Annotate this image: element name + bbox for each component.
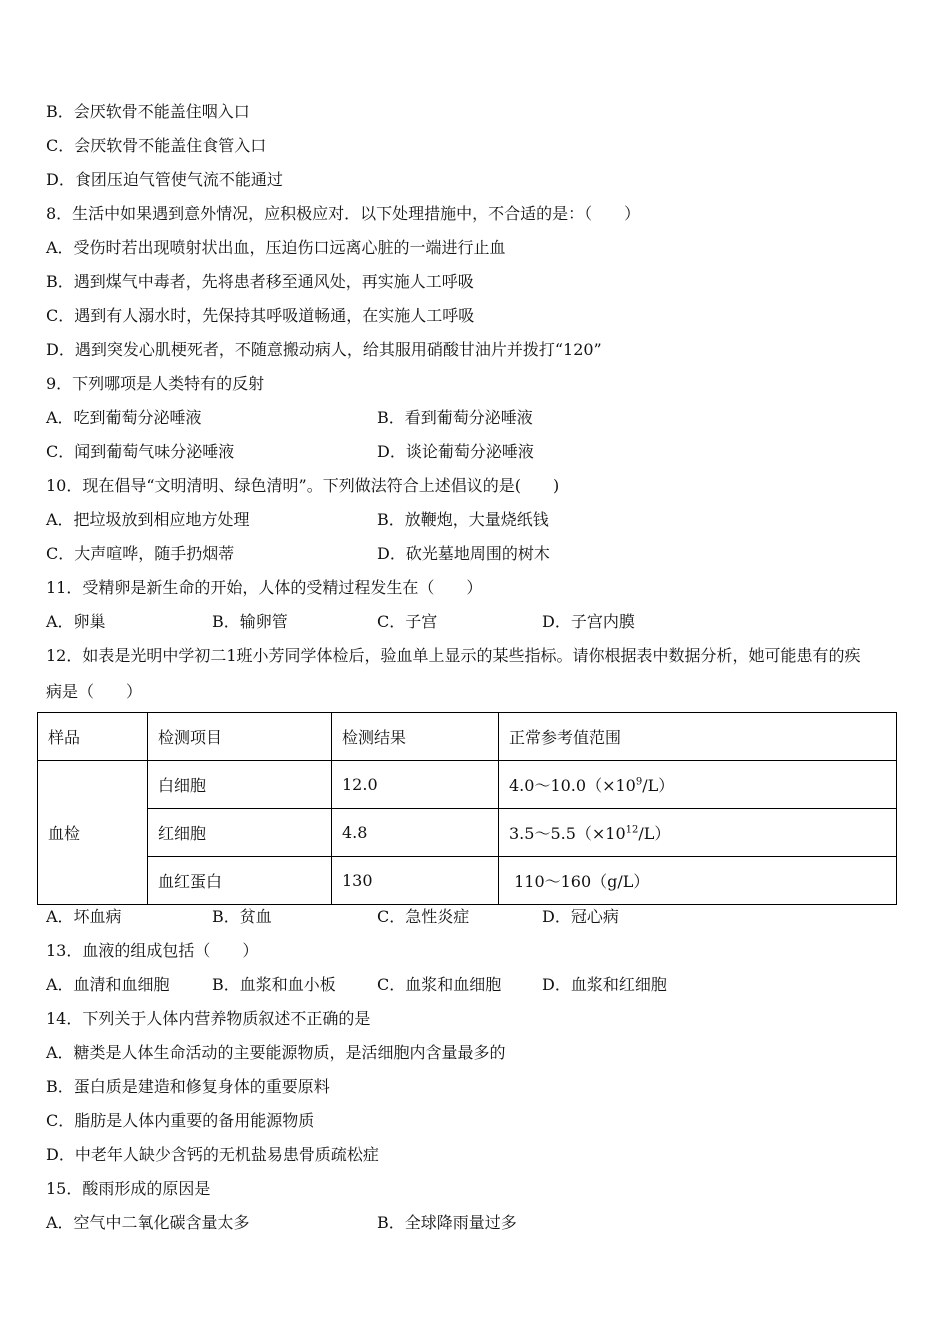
q13-stem: 13．血液的组成包括（ ） (46, 941, 259, 960)
q14-option-d: D．中老年人缺少含钙的无机盐易患骨质疏松症 (46, 1145, 379, 1164)
result-cell: 4.8 (332, 809, 499, 857)
item-cell: 白细胞 (148, 761, 332, 809)
q13-option-a: A．血清和血细胞 (46, 975, 170, 994)
q14-stem: 14．下列关于人体内营养物质叙述不正确的是 (46, 1009, 371, 1028)
q14-option-a: A．糖类是人体生命活动的主要能源物质，是活细胞内含量最多的 (46, 1043, 506, 1062)
q7-option-b: B．会厌软骨不能盖住咽入口 (46, 102, 250, 121)
q11-option-b: B．输卵管 (212, 612, 288, 631)
q11-stem: 11．受精卵是新生命的开始，人体的受精过程发生在（ ） (46, 578, 483, 597)
q8-option-d: D．遇到突发心肌梗死者，不随意搬动病人，给其服用硝酸甘油片并拨打“120” (46, 340, 602, 359)
item-cell: 红细胞 (148, 809, 332, 857)
q11-option-a: A．卵巢 (46, 612, 106, 631)
q9-option-b: B．看到葡萄分泌唾液 (377, 408, 533, 427)
result-cell: 130 (332, 857, 499, 905)
q12-option-a: A．坏血病 (46, 907, 122, 926)
q9-option-a: A．吃到葡萄分泌唾液 (46, 408, 202, 427)
q13-option-c: C．血浆和血细胞 (377, 975, 502, 994)
header-item: 检测项目 (148, 713, 332, 761)
q7-option-c: C．会厌软骨不能盖住食管入口 (46, 136, 267, 155)
range-cell: $3.5\sim 5.5(\times 10^{12}/L)$ (499, 809, 897, 857)
range-cell: 110～160（g/L） (499, 857, 897, 905)
header-range: 正常参考值范围 (499, 713, 897, 761)
q10-option-c: C．大声喧哗，随手扔烟蒂 (46, 544, 235, 563)
header-sample: 样品 (38, 713, 148, 761)
q12-option-d: D．冠心病 (542, 907, 619, 926)
q15-option-b: B．全球降雨量过多 (377, 1213, 517, 1232)
sample-cell: 血检 (38, 761, 148, 905)
table-header-row (38, 713, 897, 761)
q8-option-b: B．遇到煤气中毒者，先将患者移至通风处，再实施人工呼吸 (46, 272, 474, 291)
table-row (38, 857, 897, 905)
q7-option-d: D．食团压迫气管使气流不能通过 (46, 170, 283, 189)
q8-option-a: A．受伤时若出现喷射状出血，压迫伤口远离心脏的一端进行止血 (46, 238, 506, 257)
q14-option-b: B．蛋白质是建造和修复身体的重要原料 (46, 1077, 330, 1096)
q12-option-b: B．贫血 (212, 907, 272, 926)
q11-option-c: C．子宫 (377, 612, 438, 631)
q9-option-c: C．闻到葡萄气味分泌唾液 (46, 442, 235, 461)
q12-stem-line1: 12．如表是光明中学初二1班小芳同学体检后，验血单上显示的某些指标。请你根据表中数据分析，她可能患有的疾 (46, 646, 861, 665)
q8-option-c: C．遇到有人溺水时，先保持其呼吸道畅通，在实施人工呼吸 (46, 306, 475, 325)
q10-stem: 10．现在倡导“文明清明、绿色清明”。下列做法符合上述倡议的是( ) (46, 476, 560, 495)
q13-option-d: D．血浆和红细胞 (542, 975, 667, 994)
q10-option-b: B．放鞭炮，大量烧纸钱 (377, 510, 549, 529)
q9-option-d: D．谈论葡萄分泌唾液 (377, 442, 534, 461)
q10-option-a: A．把垃圾放到相应地方处理 (46, 510, 250, 529)
q12-option-c: C．急性炎症 (377, 907, 470, 926)
range-cell: $4.0\sim 10.0(\times 10^9/L)$ (499, 761, 897, 809)
q9-stem: 9．下列哪项是人类特有的反射 (46, 374, 265, 393)
q15-stem: 15．酸雨形成的原因是 (46, 1179, 211, 1198)
item-cell: 血红蛋白 (148, 857, 332, 905)
blood-test-table (37, 712, 897, 905)
table-row (38, 761, 897, 809)
q14-option-c: C．脂肪是人体内重要的备用能源物质 (46, 1111, 315, 1130)
q10-option-d: D．砍光墓地周围的树木 (377, 544, 550, 563)
q11-option-d: D．子宫内膜 (542, 612, 635, 631)
table-row (38, 809, 897, 857)
q12-stem-line2: 病是（ ） (46, 682, 143, 701)
q8-stem: 8．生活中如果遇到意外情况，应积极应对．以下处理措施中，不合适的是：（ ） (46, 204, 641, 223)
result-cell: 12.0 (332, 761, 499, 809)
q15-option-a: A．空气中二氧化碳含量太多 (46, 1213, 250, 1232)
header-result: 检测结果 (332, 713, 499, 761)
q13-option-b: B．血浆和血小板 (212, 975, 336, 994)
